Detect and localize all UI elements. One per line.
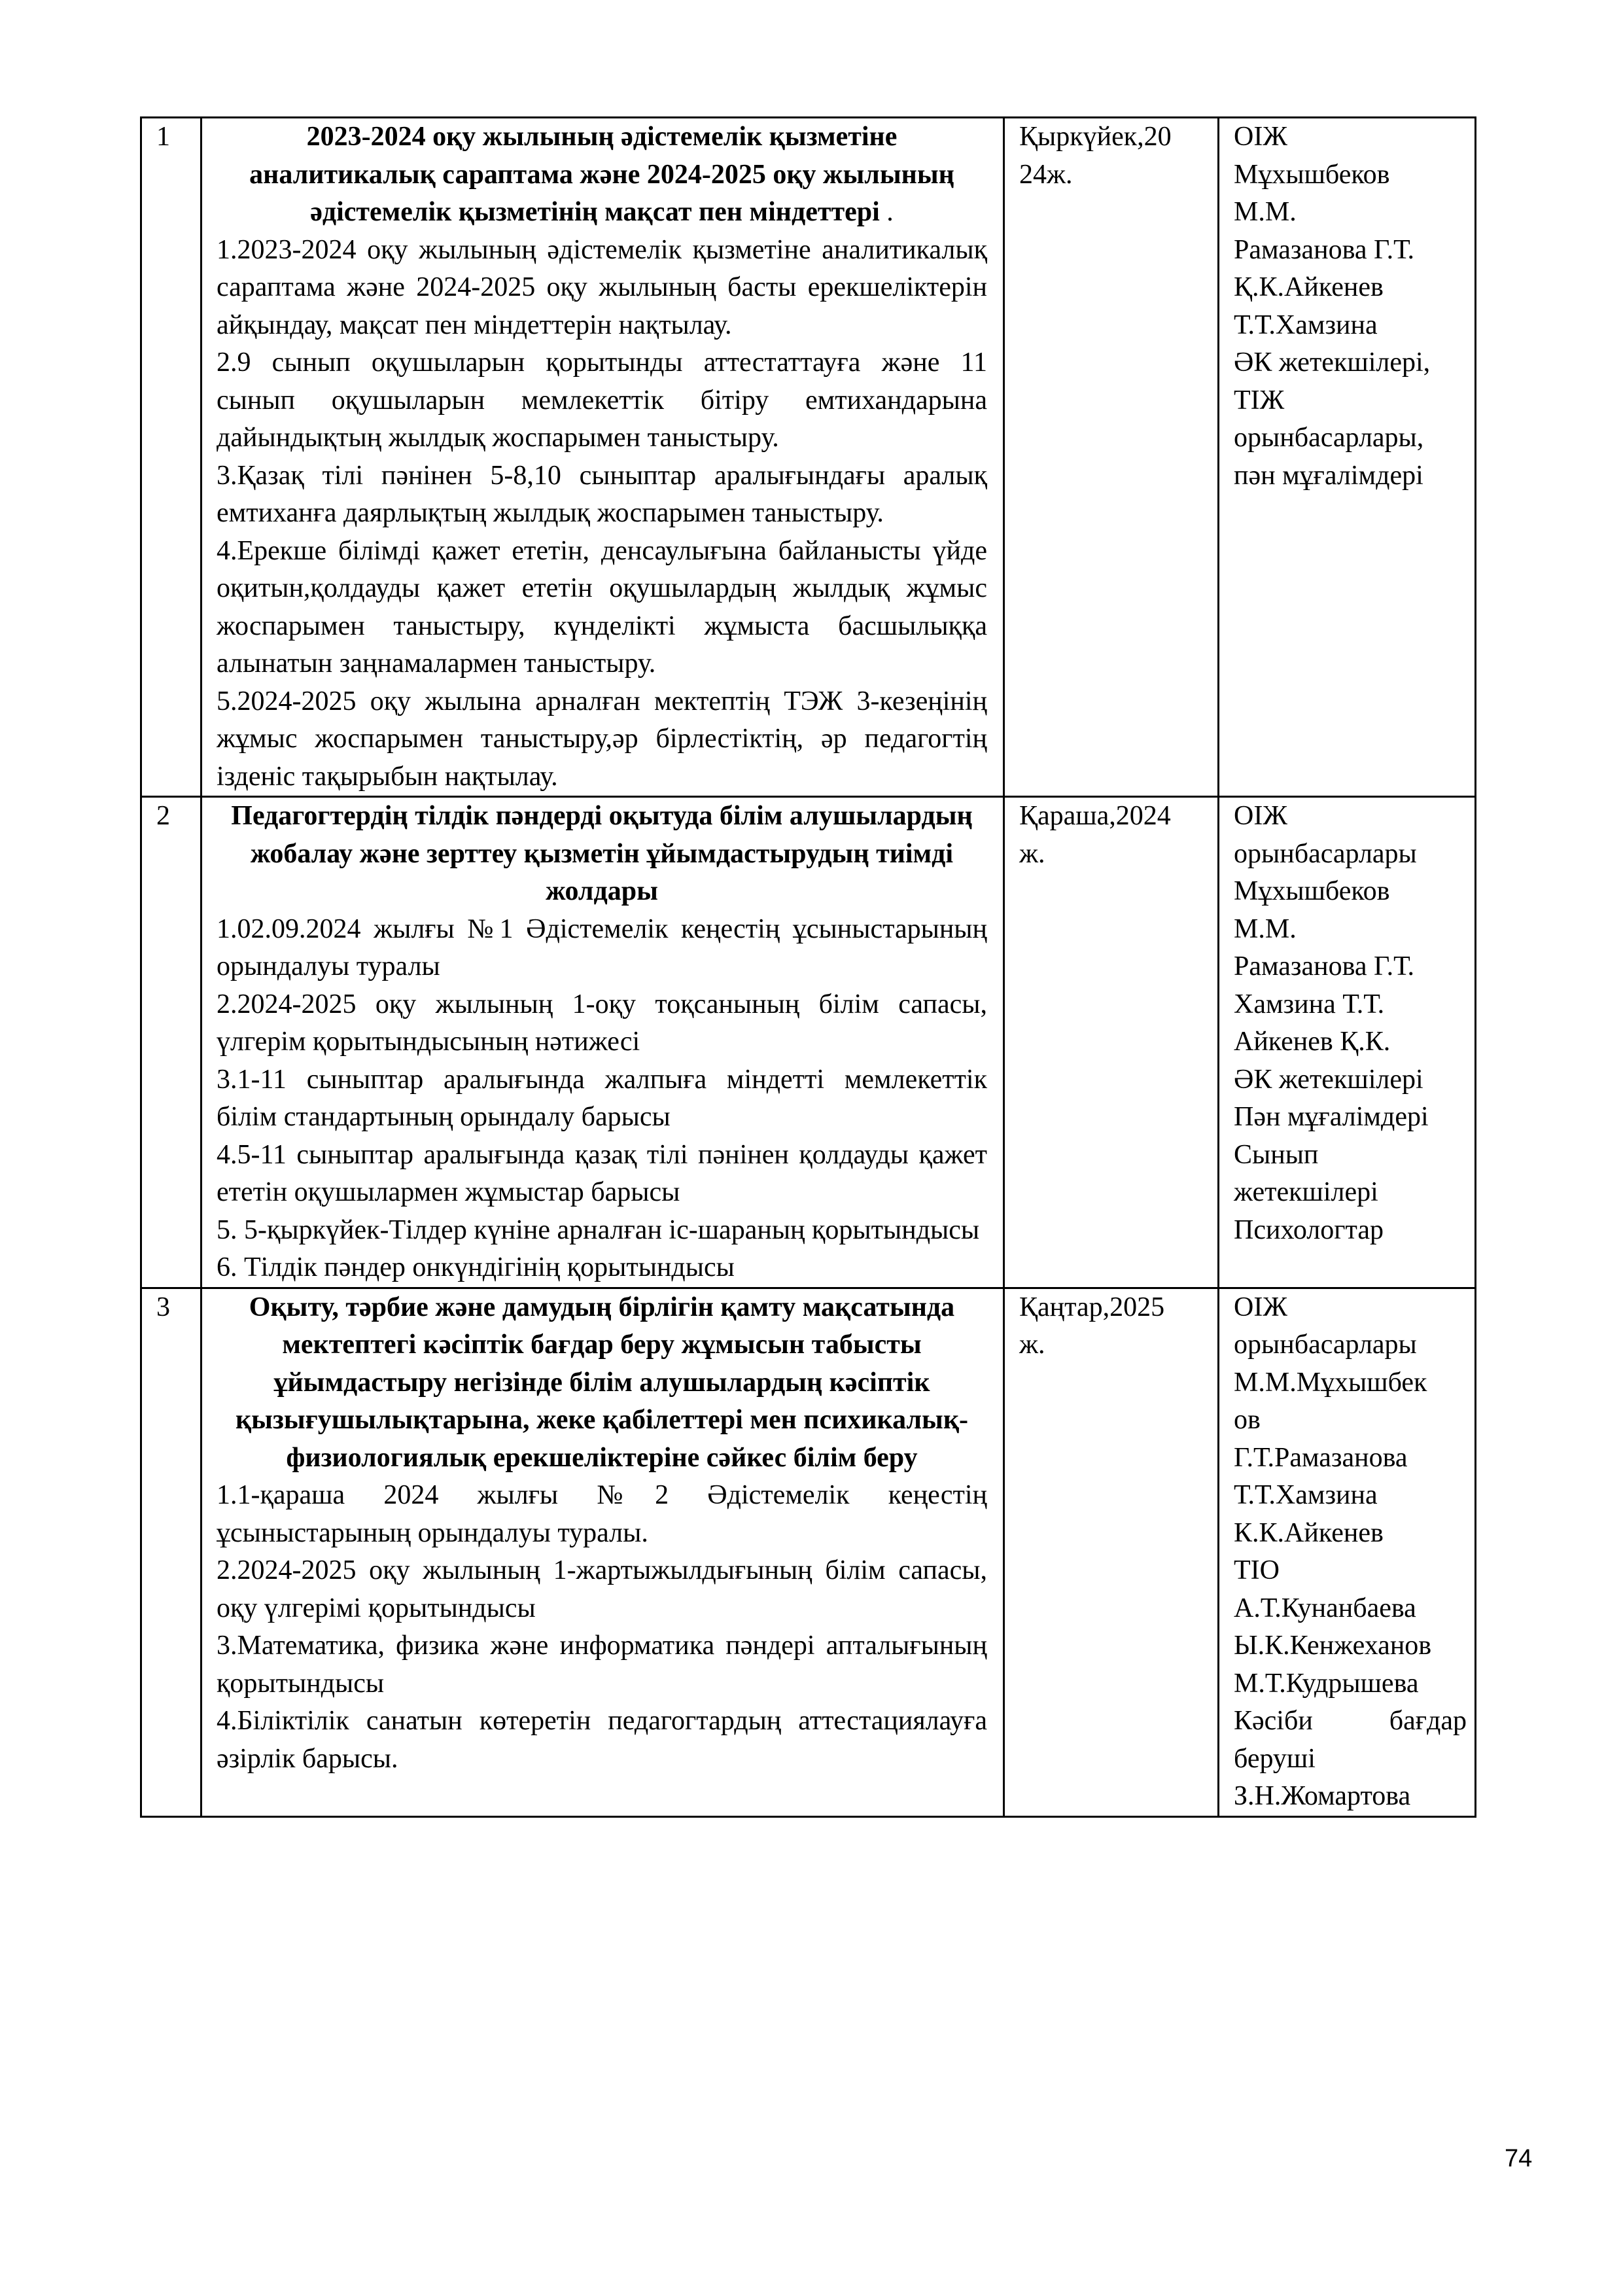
meeting-date <box>1004 1288 1219 1816</box>
responsible-person: Хамзина Т.Т. <box>1234 989 1385 1019</box>
row-number: 1 <box>141 118 201 797</box>
agenda-item: 3.Қазақ тілі пәнінен 5-8,10 сыныптар аралығындағы аралық емтиханға даярлықтың жылдық жоспарымен таныстыру. <box>217 460 987 528</box>
responsible-person: ов <box>1234 1405 1261 1435</box>
responsible-person: М.М. <box>1234 913 1297 944</box>
row-number: 2 <box>141 797 201 1288</box>
responsible-person: ӘК жетекшілері <box>1234 1064 1423 1095</box>
responsible-person: Г.Т.Рамазанова <box>1234 1442 1408 1473</box>
responsible-person: А.Т.Кунанбаева <box>1234 1593 1416 1623</box>
agenda-item: 5.2024-2025 оқу жылына арналған мектептің ТЭЖ 3-кезеңінің жұмыс жоспарымен таныстыру,әр бірлестіктің, әр педагогтің ізденіс тақырыбын нақтылау. <box>217 686 987 792</box>
responsible-person: М.Т.Кудрышева <box>1234 1668 1419 1699</box>
responsible-person: ТІЖ <box>1234 385 1285 415</box>
agenda-item: 2.9 сынып оқушыларын қорытынды аттестаттауға және 11 сынып оқушыларын мемлекеттік бітіру емтихандарына дайындықтың жылдық жоспарымен таныстыру. <box>217 347 987 453</box>
responsible-person: орынбасарлары <box>1234 1330 1417 1360</box>
topic-title <box>217 118 987 232</box>
topic-title <box>217 1289 987 1477</box>
responsible-person: ТІО <box>1234 1555 1280 1585</box>
meeting-topic <box>201 118 1004 797</box>
topic-title <box>217 798 987 911</box>
topic-title-text: Педагогтердің тілдік пәндерді оқытуда білім алушылардың жобалау және зерттеу қызметін ұйымдастырудың тиімді жолдары <box>231 801 973 906</box>
row-number: 3 <box>141 1288 201 1816</box>
responsible-person: ӘК жетекшілері, <box>1234 347 1431 378</box>
agenda-item: 5. 5-қыркүйек-Тілдер күніне арналған іс-шараның қорытындысы <box>217 1214 980 1245</box>
agenda-item: 4.5-11 сыныптар аралығында қазақ тілі пәнінен қолдауды қажет ететін оқушылармен жұмыстар барысы <box>217 1139 987 1207</box>
responsible-person: М.М. <box>1234 197 1297 227</box>
agenda-item: 1.02.09.2024 жылғы №1 Әдістемелік кеңестің ұсыныстарының орындалуы туралы <box>217 913 987 981</box>
date-line: ж. <box>1019 838 1045 869</box>
responsible-person: Т.Т.Хамзина <box>1234 309 1378 340</box>
meeting-topic <box>201 797 1004 1288</box>
agenda-item: 3.Математика, физика және информатика пәндері апталығының қорытындысы <box>217 1631 987 1699</box>
agenda-item: 2.2024-2025 оқу жылының 1-жартыжылдығының білім сапасы, оқу үлгерімі қорытындысы <box>217 1555 987 1623</box>
responsible-person: К.К.Айкенев <box>1234 1517 1384 1548</box>
topic-title-text: Оқыту, тәрбие және дамудың бірлігін қамту мақсатында мектептегі кәсіптік бағдар беру жұмысын табысты ұйымдастыру негізінде білім алушылардың кәсіптік қызығушылықтарына, жеке қабілеттері мен психикалық-физиологиялық ерекшеліктеріне сәйкес білім беру <box>235 1292 969 1473</box>
meeting-topic <box>201 1288 1004 1816</box>
agenda-item: 3.1-11 сыныптар аралығында жалпыға міндетті мемлекеттік білім стандартының орындалу барысы <box>217 1064 987 1132</box>
responsible-person: беруші <box>1234 1743 1316 1774</box>
date-line: Қаңтар,2025 <box>1019 1292 1165 1322</box>
responsible-person: Кәсіби бағдар <box>1234 1706 1467 1736</box>
meeting-date <box>1004 118 1219 797</box>
topic-title-suffix: . <box>879 197 894 227</box>
responsible-person: М.М.Мұхышбек <box>1234 1367 1427 1398</box>
responsible-person: орынбасарлары, <box>1234 423 1424 453</box>
plan-table-body <box>141 118 1476 1817</box>
agenda-item: 2.2024-2025 оқу жылының 1-оқу тоқсанының білім сапасы, үлгерім қорытындысының нәтижесі <box>217 989 987 1057</box>
responsible-persons <box>1219 118 1476 797</box>
responsible-person: Рамазанова Г.Т. <box>1234 234 1415 265</box>
agenda-item: 4.Ерекше білімді қажет ететін, денсаулығына байланысты үйде оқитын,қолдауды қажет ететін оқушылардың жылдық жұмыс жоспарымен таныстыру, күнделікті жұмыста басшылыққа алынатын заңнамалармен таныстыру. <box>217 535 987 679</box>
table-row <box>141 118 1476 797</box>
responsible-person: Пән мұғалімдері <box>1234 1102 1429 1132</box>
responsible-persons <box>1219 797 1476 1288</box>
agenda-item: 1.1-қараша 2024 жылғы №2 Әдістемелік кеңестің ұсыныстарының орындалуы туралы. <box>217 1480 987 1548</box>
table-row <box>141 797 1476 1288</box>
meeting-date <box>1004 797 1219 1288</box>
responsible-person: Айкенев Қ.К. <box>1234 1027 1391 1057</box>
responsible-person: Қ.К.Айкенев <box>1234 272 1384 302</box>
responsible-person: Психологтар <box>1234 1214 1384 1245</box>
responsible-person: жетекшілері <box>1234 1177 1378 1207</box>
responsible-person: ОІЖ <box>1234 801 1287 831</box>
date-line: 24ж. <box>1019 159 1073 190</box>
date-line: ж. <box>1019 1330 1045 1360</box>
responsible-person: Рамазанова Г.Т. <box>1234 951 1415 981</box>
responsible-person: ОІЖ <box>1234 1292 1287 1322</box>
responsible-person: пән мұғалімдері <box>1234 460 1423 491</box>
responsible-person: Мұхышбеков <box>1234 159 1390 190</box>
responsible-person: Т.Т.Хамзина <box>1234 1480 1378 1510</box>
topic-title-text: 2023-2024 оқу жылының әдістемелік қызметіне аналитикалық сараптама және 2024-2025 оқу жылының әдістемелік қызметінің мақсат пен міндеттері <box>249 122 954 227</box>
methodical-plan-table <box>140 116 1476 1818</box>
table-row <box>141 1288 1476 1816</box>
responsible-person: ОІЖ <box>1234 122 1287 152</box>
responsible-person: Ы.К.Кенжеханов <box>1234 1631 1432 1661</box>
responsible-person: орынбасарлары <box>1234 838 1417 869</box>
responsible-person: Сынып <box>1234 1139 1319 1170</box>
date-line: Қараша,2024 <box>1019 801 1171 831</box>
date-line: Қыркүйек,20 <box>1019 122 1172 152</box>
page-number: 74 <box>1505 2145 1533 2172</box>
responsible-person: З.Н.Жомартова <box>1234 1781 1411 1811</box>
responsible-persons <box>1219 1288 1476 1816</box>
responsible-person: Мұхышбеков <box>1234 876 1390 906</box>
agenda-item: 1.2023-2024 оқу жылының әдістемелік қызметіне аналитикалық сараптама және 2024-2025 оқу жылының басты ерекшеліктерін айқындау, мақсат пен міндеттерін нақтылау. <box>217 234 987 340</box>
agenda-item: 6. Тілдік пәндер онкүндігінің қорытындысы <box>217 1252 735 1282</box>
agenda-item: 4.Біліктілік санатын көтеретін педагогтардың аттестациялауға әзірлік барысы. <box>217 1706 987 1774</box>
